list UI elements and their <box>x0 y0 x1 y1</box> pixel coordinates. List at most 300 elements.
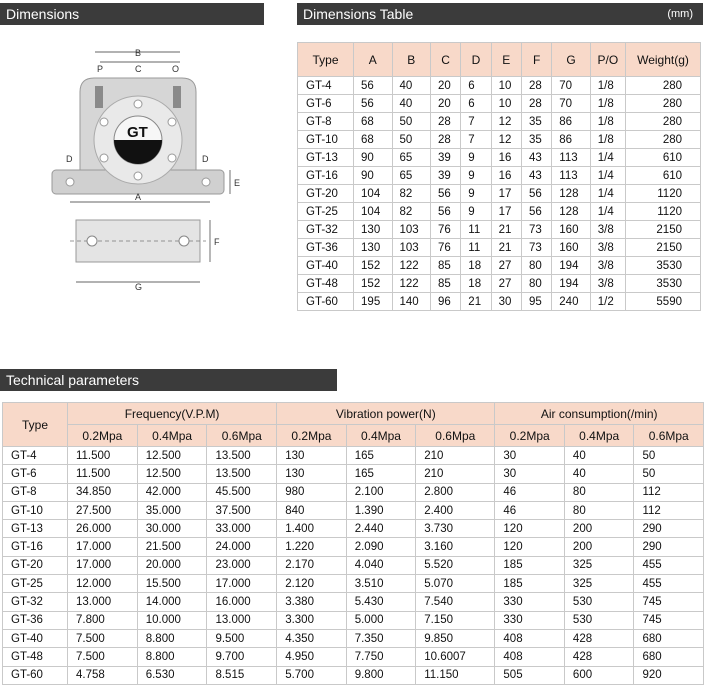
dim-label-c: C <box>135 64 142 74</box>
table-cell: 9 <box>461 149 491 167</box>
table-cell: 90 <box>354 149 392 167</box>
table-cell: 96 <box>430 293 460 311</box>
table-cell: 194 <box>552 257 590 275</box>
table-cell: 43 <box>521 149 551 167</box>
table-cell: GT-10 <box>298 131 354 149</box>
table-cell: 33.000 <box>207 520 277 538</box>
table-cell: 42.000 <box>137 483 207 501</box>
table-cell: 11 <box>461 239 491 257</box>
table-subheader-row <box>3 425 704 447</box>
table-cell: 112 <box>634 501 704 519</box>
table-row <box>3 575 704 593</box>
table-cell: 17 <box>491 185 521 203</box>
table-row <box>298 113 701 131</box>
table-cell: GT-4 <box>298 77 354 95</box>
table-cell: 85 <box>430 275 460 293</box>
table-cell: GT-36 <box>3 611 68 629</box>
table-cell: 280 <box>626 131 701 149</box>
table-cell: 17.000 <box>67 556 137 574</box>
table-cell: 9 <box>461 203 491 221</box>
table-cell: 21.500 <box>137 538 207 556</box>
section-header-dimensions-table <box>297 3 703 25</box>
table-cell: 10.000 <box>137 611 207 629</box>
table-cell: 330 <box>495 611 565 629</box>
table-cell: 65 <box>392 149 430 167</box>
table-cell: 104 <box>354 203 392 221</box>
table-cell: 40 <box>564 465 634 483</box>
table-cell: 35 <box>521 131 551 149</box>
table-cell: 280 <box>626 77 701 95</box>
table-cell: 17 <box>491 203 521 221</box>
table-cell: 9.800 <box>346 666 416 684</box>
table-cell: 10.6007 <box>416 648 495 666</box>
table-cell: 165 <box>346 447 416 465</box>
table-cell: 30 <box>495 447 565 465</box>
table-cell: GT-25 <box>298 203 354 221</box>
group-header-frequency: Frequency(V.P.M) <box>67 403 276 425</box>
dim-label-g: G <box>135 282 143 292</box>
table-cell: 7.540 <box>416 593 495 611</box>
table-row <box>298 221 701 239</box>
table-cell: 70 <box>552 95 590 113</box>
table-cell: 3530 <box>626 257 701 275</box>
table-row <box>3 538 704 556</box>
table-cell: 3.510 <box>346 575 416 593</box>
table-cell: 408 <box>495 629 565 647</box>
pressure-subheader: 0.2Mpa <box>67 425 137 447</box>
table-cell: 1/4 <box>590 185 625 203</box>
table-cell: 1/8 <box>590 131 625 149</box>
table-cell: 16 <box>491 149 521 167</box>
table-cell: 30 <box>495 465 565 483</box>
table-cell: 56 <box>354 95 392 113</box>
table-cell: 37.500 <box>207 501 277 519</box>
table-cell: 50 <box>392 113 430 131</box>
table-row <box>3 648 704 666</box>
table-cell: GT-32 <box>298 221 354 239</box>
table-cell: 5.000 <box>346 611 416 629</box>
table-cell: 39 <box>430 149 460 167</box>
table-cell: 12.000 <box>67 575 137 593</box>
column-header: E <box>491 43 521 77</box>
table-cell: 50 <box>392 131 430 149</box>
pressure-subheader: 0.6Mpa <box>207 425 277 447</box>
table-cell: 7.150 <box>416 611 495 629</box>
table-cell: GT-16 <box>3 538 68 556</box>
vibrator-drawing <box>40 42 280 302</box>
table-cell: 1.220 <box>277 538 347 556</box>
dim-label-e: E <box>234 178 241 188</box>
table-cell: 2.170 <box>277 556 347 574</box>
table-cell: 128 <box>552 203 590 221</box>
table-cell: 65 <box>392 167 430 185</box>
group-header-vibration-power: Vibration power(N) <box>277 403 495 425</box>
table-cell: 85 <box>430 257 460 275</box>
table-cell: 1120 <box>626 185 701 203</box>
table-cell: GT-60 <box>298 293 354 311</box>
table-cell: GT-8 <box>298 113 354 131</box>
table-cell: 12 <box>491 131 521 149</box>
table-cell: 2.440 <box>346 520 416 538</box>
table-cell: 13.000 <box>207 611 277 629</box>
table-cell: GT-40 <box>3 629 68 647</box>
table-row <box>3 483 704 501</box>
table-cell: 80 <box>521 257 551 275</box>
table-row <box>298 167 701 185</box>
table-cell: 980 <box>277 483 347 501</box>
table-cell: 122 <box>392 257 430 275</box>
table-cell: 600 <box>564 666 634 684</box>
table-cell: GT-25 <box>3 575 68 593</box>
table-cell: 455 <box>634 575 704 593</box>
pressure-subheader: 0.6Mpa <box>634 425 704 447</box>
table-cell: 21 <box>491 239 521 257</box>
table-cell: 28 <box>430 131 460 149</box>
table-cell: 68 <box>354 131 392 149</box>
table-cell: 2.090 <box>346 538 416 556</box>
table-cell: 428 <box>564 629 634 647</box>
table-cell: 3/8 <box>590 221 625 239</box>
section-title: Dimensions Table <box>303 6 414 22</box>
table-cell: 7.500 <box>67 629 137 647</box>
table-cell: 8.800 <box>137 629 207 647</box>
table-row <box>3 666 704 684</box>
table-cell: 122 <box>392 275 430 293</box>
table-cell: 3.380 <box>277 593 347 611</box>
table-cell: 17.000 <box>67 538 137 556</box>
table-cell: GT-36 <box>298 239 354 257</box>
table-row <box>298 131 701 149</box>
table-cell: 9.850 <box>416 629 495 647</box>
table-row <box>3 520 704 538</box>
table-cell: 28 <box>430 113 460 131</box>
table-cell: 24.000 <box>207 538 277 556</box>
table-cell: 95 <box>521 293 551 311</box>
table-cell: 610 <box>626 167 701 185</box>
table-cell: 9.700 <box>207 648 277 666</box>
table-cell: 745 <box>634 611 704 629</box>
table-cell: GT-6 <box>3 465 68 483</box>
table-cell: GT-32 <box>3 593 68 611</box>
table-row <box>3 611 704 629</box>
table-cell: 1.400 <box>277 520 347 538</box>
table-cell: 86 <box>552 131 590 149</box>
table-cell: 39 <box>430 167 460 185</box>
column-header: P/O <box>590 43 625 77</box>
table-cell: 11.150 <box>416 666 495 684</box>
table-cell: 16.000 <box>207 593 277 611</box>
table-cell: 73 <box>521 239 551 257</box>
table-cell: 1/4 <box>590 203 625 221</box>
pressure-subheader: 0.4Mpa <box>564 425 634 447</box>
table-cell: 6.530 <box>137 666 207 684</box>
table-cell: 680 <box>634 648 704 666</box>
table-cell: 45.500 <box>207 483 277 501</box>
table-cell: 7 <box>461 131 491 149</box>
table-cell: 46 <box>495 483 565 501</box>
dim-label-d-right: D <box>202 154 209 164</box>
table-cell: 103 <box>392 239 430 257</box>
table-cell: 16 <box>491 167 521 185</box>
table-row <box>298 95 701 113</box>
table-cell: 18 <box>461 275 491 293</box>
table-cell: 3.300 <box>277 611 347 629</box>
table-cell: 10 <box>491 95 521 113</box>
table-cell: 3/8 <box>590 275 625 293</box>
table-cell: 2.400 <box>416 501 495 519</box>
table-cell: 80 <box>564 501 634 519</box>
table-cell: 530 <box>564 611 634 629</box>
table-cell: 140 <box>392 293 430 311</box>
table-row <box>298 293 701 311</box>
table-row <box>3 593 704 611</box>
table-cell: 130 <box>354 221 392 239</box>
pressure-subheader: 0.2Mpa <box>495 425 565 447</box>
table-cell: GT-6 <box>298 95 354 113</box>
section-title: Technical parameters <box>6 372 140 388</box>
table-row <box>3 501 704 519</box>
table-cell: 73 <box>521 221 551 239</box>
table-cell: 14.000 <box>137 593 207 611</box>
table-cell: 840 <box>277 501 347 519</box>
table-cell: 15.500 <box>137 575 207 593</box>
table-cell: 34.850 <box>67 483 137 501</box>
table-cell: 40 <box>564 447 634 465</box>
table-cell: GT-8 <box>3 483 68 501</box>
table-cell: 27.500 <box>67 501 137 519</box>
pressure-subheader: 0.2Mpa <box>277 425 347 447</box>
table-cell: 185 <box>495 575 565 593</box>
table-cell: 28 <box>521 95 551 113</box>
table-cell: 505 <box>495 666 565 684</box>
table-cell: GT-10 <box>3 501 68 519</box>
table-row <box>3 556 704 574</box>
table-cell: 2150 <box>626 239 701 257</box>
table-cell: 5.070 <box>416 575 495 593</box>
table-cell: 160 <box>552 221 590 239</box>
table-cell: 103 <box>392 221 430 239</box>
table-cell: 13.500 <box>207 447 277 465</box>
table-cell: 1/4 <box>590 149 625 167</box>
table-cell: 27 <box>491 257 521 275</box>
table-cell: 3.730 <box>416 520 495 538</box>
table-cell: 21 <box>491 221 521 239</box>
table-cell: 2150 <box>626 221 701 239</box>
section-header-dimensions <box>0 3 264 25</box>
table-cell: 6 <box>461 95 491 113</box>
table-cell: 3.160 <box>416 538 495 556</box>
table-cell: 28 <box>521 77 551 95</box>
table-cell: 200 <box>564 538 634 556</box>
table-cell: 5590 <box>626 293 701 311</box>
table-cell: 12 <box>491 113 521 131</box>
table-cell: 130 <box>354 239 392 257</box>
table-cell: 7.350 <box>346 629 416 647</box>
table-cell: GT-13 <box>3 520 68 538</box>
table-cell: 30.000 <box>137 520 207 538</box>
table-cell: 530 <box>564 593 634 611</box>
table-cell: 12.500 <box>137 465 207 483</box>
table-cell: GT-48 <box>3 648 68 666</box>
table-cell: 1/4 <box>590 167 625 185</box>
table-cell: 56 <box>354 77 392 95</box>
table-cell: 152 <box>354 275 392 293</box>
table-cell: 23.000 <box>207 556 277 574</box>
table-cell: 240 <box>552 293 590 311</box>
table-cell: 9 <box>461 167 491 185</box>
table-cell: GT-16 <box>298 167 354 185</box>
table-cell: 2.100 <box>346 483 416 501</box>
table-cell: 1.390 <box>346 501 416 519</box>
table-cell: 56 <box>521 185 551 203</box>
table-row <box>298 185 701 203</box>
table-group-header-row <box>3 403 704 425</box>
table-cell: 82 <box>392 185 430 203</box>
table-row <box>298 77 701 95</box>
dim-label-d-left: D <box>66 154 73 164</box>
table-cell: 130 <box>277 465 347 483</box>
table-cell: 50 <box>634 447 704 465</box>
table-cell: 82 <box>392 203 430 221</box>
column-header: A <box>354 43 392 77</box>
table-cell: 9 <box>461 185 491 203</box>
table-cell: GT-40 <box>298 257 354 275</box>
table-cell: 920 <box>634 666 704 684</box>
table-cell: GT-20 <box>298 185 354 203</box>
table-cell: 160 <box>552 239 590 257</box>
section-title: Dimensions <box>6 6 80 22</box>
drawing-logo: GT <box>127 124 148 141</box>
table-cell: 13.000 <box>67 593 137 611</box>
table-cell: 27 <box>491 275 521 293</box>
table-cell: 130 <box>277 447 347 465</box>
table-cell: 76 <box>430 221 460 239</box>
table-cell: GT-60 <box>3 666 68 684</box>
table-cell: 40 <box>392 77 430 95</box>
column-header: B <box>392 43 430 77</box>
column-header: F <box>521 43 551 77</box>
dim-label-a: A <box>135 192 142 202</box>
table-cell: 35.000 <box>137 501 207 519</box>
table-cell: 113 <box>552 167 590 185</box>
table-cell: GT-13 <box>298 149 354 167</box>
column-header: Type <box>298 43 354 77</box>
dimensions-table <box>297 42 701 311</box>
table-cell: 185 <box>495 556 565 574</box>
table-cell: 1/8 <box>590 95 625 113</box>
table-cell: 21 <box>461 293 491 311</box>
table-cell: 68 <box>354 113 392 131</box>
table-cell: 5.520 <box>416 556 495 574</box>
type-header: Type <box>3 403 68 447</box>
table-cell: 8.515 <box>207 666 277 684</box>
table-cell: 290 <box>634 520 704 538</box>
table-row <box>298 149 701 167</box>
table-cell: 17.000 <box>207 575 277 593</box>
table-cell: 2.120 <box>277 575 347 593</box>
table-cell: GT-20 <box>3 556 68 574</box>
table-row <box>3 465 704 483</box>
table-cell: 210 <box>416 465 495 483</box>
table-cell: 7.500 <box>67 648 137 666</box>
table-cell: 46 <box>495 501 565 519</box>
table-cell: 7.800 <box>67 611 137 629</box>
table-cell: 56 <box>430 185 460 203</box>
pressure-subheader: 0.6Mpa <box>416 425 495 447</box>
table-cell: 610 <box>626 149 701 167</box>
table-cell: 7 <box>461 113 491 131</box>
table-cell: 3/8 <box>590 239 625 257</box>
table-cell: 194 <box>552 275 590 293</box>
table-cell: 1120 <box>626 203 701 221</box>
column-header: G <box>552 43 590 77</box>
table-cell: 4.350 <box>277 629 347 647</box>
table-cell: 30 <box>491 293 521 311</box>
table-cell: 4.758 <box>67 666 137 684</box>
table-cell: 76 <box>430 239 460 257</box>
column-header: Weight(g) <box>626 43 701 77</box>
table-cell: 6 <box>461 77 491 95</box>
table-cell: 1/2 <box>590 293 625 311</box>
table-cell: 86 <box>552 113 590 131</box>
table-cell: GT-48 <box>298 275 354 293</box>
table-cell: 13.500 <box>207 465 277 483</box>
table-cell: 10 <box>491 77 521 95</box>
table-cell: 210 <box>416 447 495 465</box>
table-cell: 7.750 <box>346 648 416 666</box>
table-cell: 20.000 <box>137 556 207 574</box>
table-cell: 195 <box>354 293 392 311</box>
dim-label-o: O <box>172 64 180 74</box>
table-cell: 113 <box>552 149 590 167</box>
pressure-subheader: 0.4Mpa <box>346 425 416 447</box>
table-cell: 1/8 <box>590 113 625 131</box>
table-cell: 11.500 <box>67 465 137 483</box>
dim-label-f: F <box>214 237 220 247</box>
group-header-air-consumption: Air consumption(/min) <box>495 403 704 425</box>
table-cell: 80 <box>564 483 634 501</box>
dim-label-b: B <box>135 48 142 58</box>
table-cell: 120 <box>495 538 565 556</box>
dim-label-p: P <box>97 64 104 74</box>
table-cell: 128 <box>552 185 590 203</box>
unit-label: (mm) <box>667 8 693 20</box>
table-cell: 11 <box>461 221 491 239</box>
table-cell: 40 <box>392 95 430 113</box>
table-cell: 280 <box>626 95 701 113</box>
column-header: C <box>430 43 460 77</box>
table-cell: 12.500 <box>137 447 207 465</box>
table-row <box>3 447 704 465</box>
column-header: D <box>461 43 491 77</box>
table-cell: 165 <box>346 465 416 483</box>
table-cell: 280 <box>626 113 701 131</box>
table-cell: 2.800 <box>416 483 495 501</box>
table-cell: 745 <box>634 593 704 611</box>
table-cell: 120 <box>495 520 565 538</box>
table-cell: 26.000 <box>67 520 137 538</box>
table-cell: 9.500 <box>207 629 277 647</box>
table-cell: 50 <box>634 465 704 483</box>
table-cell: 35 <box>521 113 551 131</box>
table-cell: 5.700 <box>277 666 347 684</box>
table-cell: GT-4 <box>3 447 68 465</box>
table-cell: 680 <box>634 629 704 647</box>
table-cell: 325 <box>564 556 634 574</box>
table-cell: 112 <box>634 483 704 501</box>
table-cell: 8.800 <box>137 648 207 666</box>
technical-parameters-table <box>2 402 704 685</box>
